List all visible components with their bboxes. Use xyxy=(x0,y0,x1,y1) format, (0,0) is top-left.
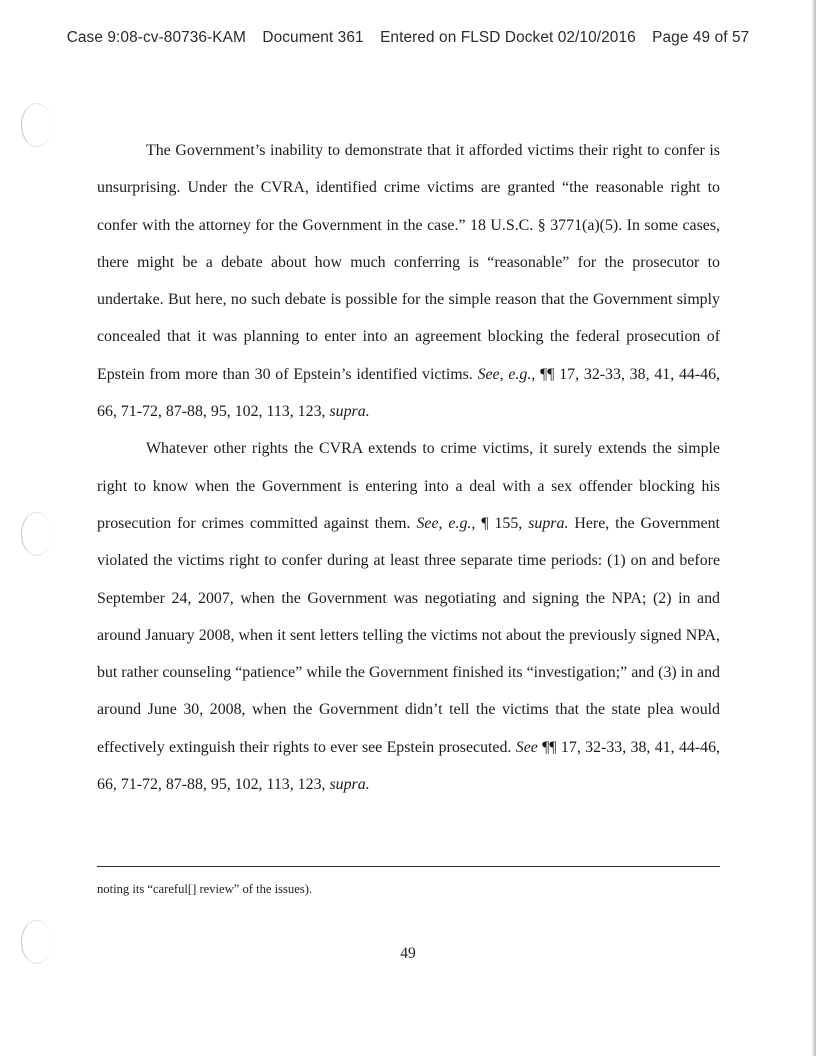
body-text xyxy=(97,132,720,803)
citation-signal: See, e.g., xyxy=(416,514,476,532)
supra-signal: supra. xyxy=(528,514,569,532)
citation-signal: See xyxy=(515,738,538,756)
punch-hole-middle xyxy=(21,512,52,556)
supra-signal: supra. xyxy=(329,403,370,421)
entered-date: Entered on FLSD Docket 02/10/2016 xyxy=(380,29,636,46)
paragraph-references: ¶ 155, xyxy=(481,514,523,532)
paragraph-references: ¶¶ 17, 32-33, 38, 41, 44-46, 66, 71-72, 87-88, 95, 102, 113, 123, xyxy=(97,738,720,794)
docket-header xyxy=(0,29,816,47)
document-number: Document 361 xyxy=(262,29,364,46)
page-number: 49 xyxy=(400,945,416,962)
paragraph xyxy=(97,132,720,430)
page-edge-shadow xyxy=(812,0,816,1056)
footnote: noting its “careful[] review” of the issues). xyxy=(97,882,313,896)
footnote-divider xyxy=(97,866,720,867)
paragraph-text: Here, the Government violated the victims right to confer during at least three separate time periods: (1) on and before September 24, 2007, when the Government was negotiating and signing the NPA; (2) in and around January 2008, when it sent letters telling the victims not about the previously signed NPA, but rather counseling “patience” while the Government finished its “investigation;” and (3) in and around June 30, 2008, when the Government didn’t tell the victims that the state plea would effectively extinguish their rights to ever see Epstein prosecuted. xyxy=(97,514,720,756)
paragraph-text: The Government’s inability to demonstrate that it afforded victims their right to confer is unsurprising. Under the CVRA, identified crime victims are granted “the reasonable right to confer with the attorney for the Government in the case.” 18 U.S.C. § 3771(a)(5). In some cases, there might be a debate about how much conferring is “reasonable” for the prosecutor to undertake. But here, no such debate is possible for the simple reason that the Government simply concealed that it was planning to enter into an agreement blocking the federal prosecution of Epstein from more than 30 of Epstein’s identified victims. xyxy=(97,142,720,383)
paragraph-text: Whatever other rights the CVRA extends to crime victims, it surely extends the simple right to know when the Government is entering into a deal with a sex offender blocking his prosecution for crimes committed against them. xyxy=(97,440,720,532)
punch-hole-top xyxy=(21,103,52,147)
supra-signal: supra. xyxy=(329,776,370,794)
case-number: Case 9:08-cv-80736-KAM xyxy=(66,29,246,46)
paragraph-references: ¶¶ 17, 32-33, 38, 41, 44-46, 66, 71-72, 87-88, 95, 102, 113, 123, xyxy=(97,365,720,421)
page-of: Page 49 of 57 xyxy=(652,29,750,46)
citation-signal: See, e.g., xyxy=(477,365,536,383)
paragraph xyxy=(97,430,720,803)
